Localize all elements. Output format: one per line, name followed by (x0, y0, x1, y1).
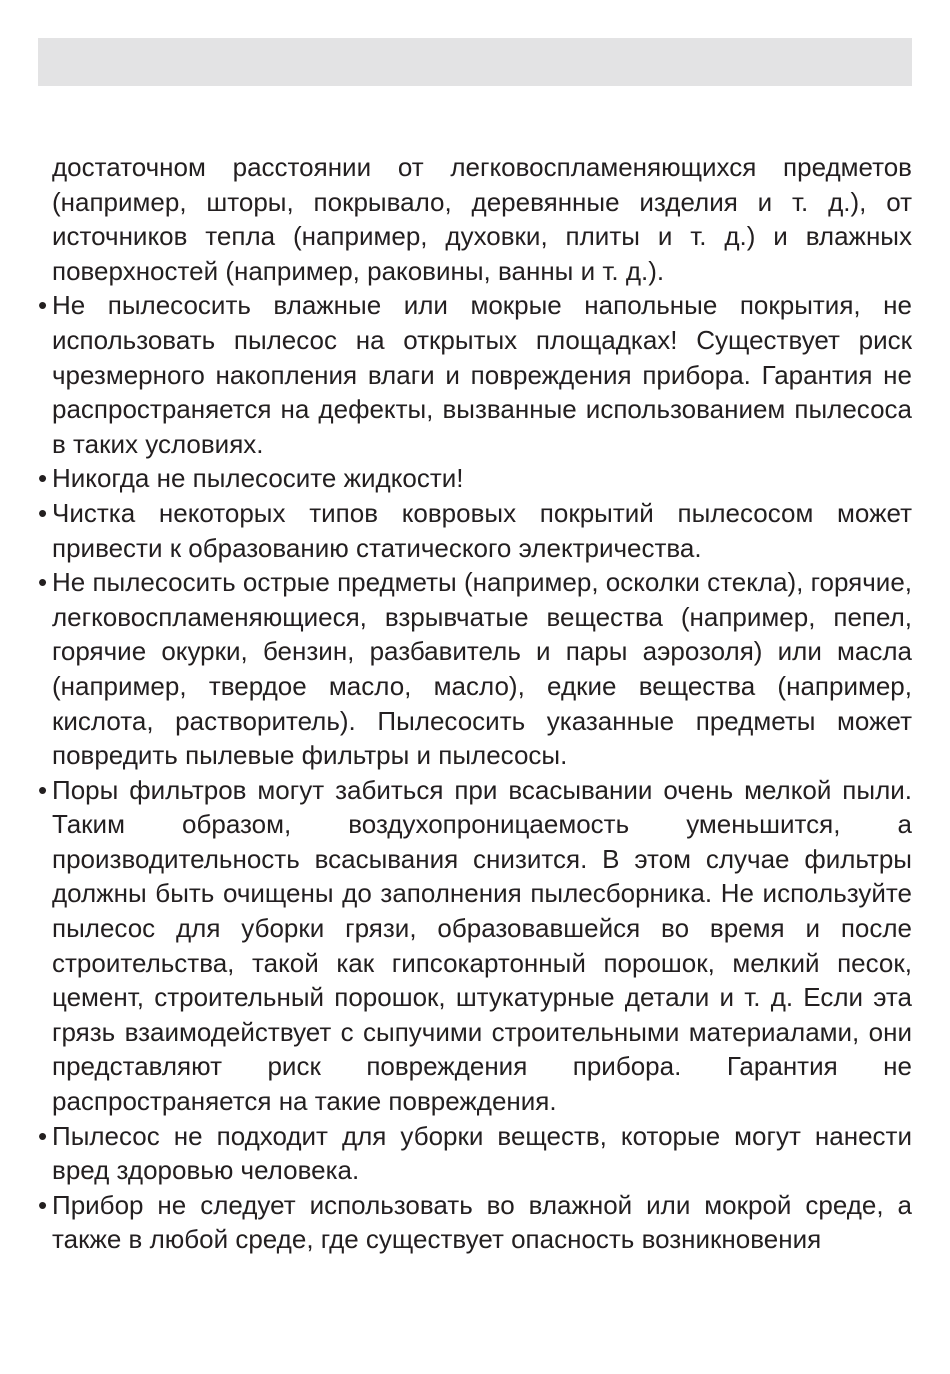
list-item-text: Не пылесосить острые предметы (например, осколки стекла), горячие, легковоспламеняющиеся, взрывчатые вещества (например, пепел, горячие окурки, бензин, разбавитель и пары аэрозоля) или масла (например, твердое масло, масло), едкие вещества (например, кислота, растворитель). Пылесосить указанные предметы может повредить пылевые фильтры и пылесосы. (52, 567, 912, 771)
list-item (38, 773, 912, 1119)
header-bar (38, 38, 912, 86)
list-item-text: Никогда не пылесосите жидкости! (52, 463, 464, 494)
list-item (38, 565, 912, 773)
document-body (38, 150, 912, 1257)
intro-paragraph: достаточном расстоянии от легковоспламеняющихся предметов (например, шторы, покрывало, деревянные изделия и т. д.), от источников тепла (например, духовки, плиты и т. д.) и влажных поверхностей (например, раковины, ванны и т. д.). (52, 152, 912, 286)
list-item-text: Прибор не следует использовать во влажной или мокрой среде, а также в любой среде, где существует опасность возникновения (52, 1189, 912, 1255)
list-item (38, 461, 912, 496)
list-item (38, 1119, 912, 1188)
bullet-icon: • (38, 567, 48, 598)
bullet-icon: • (38, 463, 48, 494)
list-item (38, 1188, 912, 1257)
bullet-icon: • (38, 497, 48, 528)
bullet-icon: • (38, 1120, 48, 1151)
bullet-icon: • (38, 290, 48, 321)
bullet-icon: • (38, 774, 48, 805)
list-item (38, 288, 912, 461)
bullet-icon: • (38, 1189, 48, 1220)
list-item-text: Чистка некоторых типов ковровых покрытий пылесосом может привести к образованию статического электричества. (52, 497, 912, 563)
list-item-text: Пылесос не подходит для уборки веществ, которые могут нанести вред здоровью человека. (52, 1120, 912, 1186)
list-item-text: Поры фильтров могут забиться при всасывании очень мелкой пыли. Таким образом, воздухопроницаемость уменьшится, а производительность всасывания снизится. В этом случае фильтры должны быть очищены до заполнения пылесборника. Не используйте пылесос для уборки грязи, образовавшейся во время и после строительства, такой как гипсокартонный порошок, мелкий песок, цемент, строительный порошок, штукатурные детали и т. д. Если эта грязь взаимодействует с сыпучими строительными материалами, они представляют риск повреждения прибора. Гарантия не распространяется на такие повреждения. (52, 774, 912, 1117)
list-item-text: Не пылесосить влажные или мокрые напольные покрытия, не использовать пылесос на открытых площадках! Существует риск чрезмерного накопления влаги и повреждения прибора. Гарантия не распространяется на дефекты, вызванные использованием пылесоса в таких условиях. (52, 290, 912, 459)
list-item (38, 496, 912, 565)
